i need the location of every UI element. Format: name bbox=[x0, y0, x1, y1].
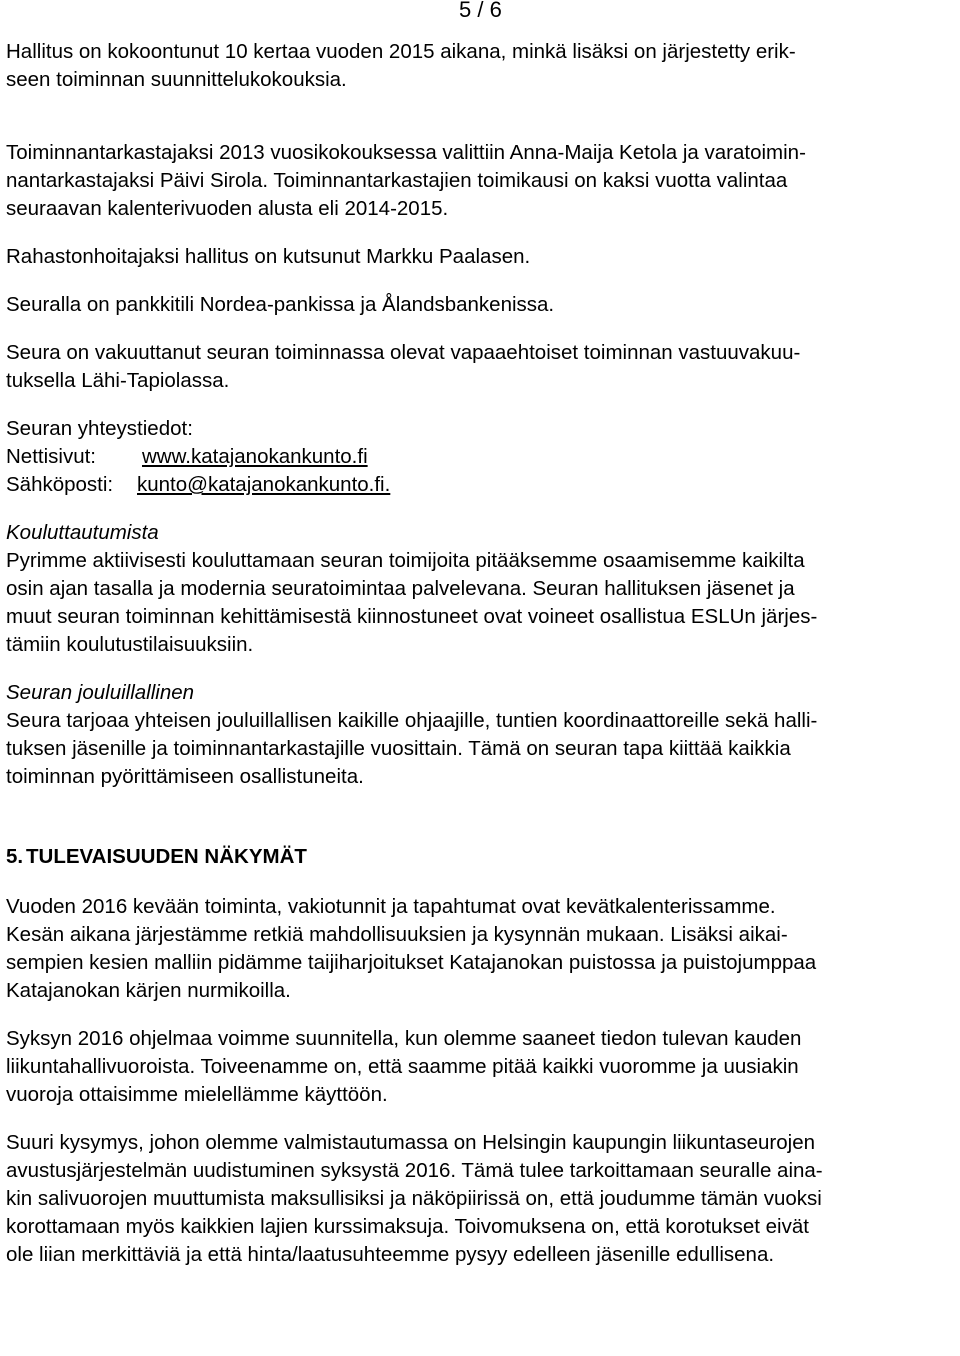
text-line: korottamaan myös kaikkien lajien kurssimaksuja. Toivomuksena on, että korotukset eivät bbox=[6, 1215, 809, 1238]
section-number: 5. bbox=[6, 845, 24, 868]
section-heading: Kouluttautumista bbox=[6, 521, 159, 544]
section-training bbox=[6, 519, 956, 659]
text-line: Hallitus on kokoontunut 10 kertaa vuoden 2015 aikana, minkä lisäksi on järjestetty erik- bbox=[6, 40, 796, 63]
contact-title: Seuran yhteystiedot: bbox=[6, 417, 193, 440]
section-christmas-dinner bbox=[6, 679, 956, 791]
section-title-future bbox=[6, 843, 956, 871]
paragraph-insurance bbox=[6, 339, 956, 395]
text-line: Suuri kysymys, johon olemme valmistautumassa on Helsingin kaupungin liikuntaseurojen bbox=[6, 1131, 816, 1154]
text-line: seen toiminnan suunnittelukokouksia. bbox=[6, 68, 347, 91]
text-line: Rahastonhoitajaksi hallitus on kutsunut Markku Paalasen. bbox=[6, 245, 531, 268]
contact-block bbox=[6, 415, 956, 499]
text-line: kin salivuorojen muuttumista maksullisiksi ja näköpiirissä on, että joudumme tämän vuoksi bbox=[6, 1187, 822, 1210]
paragraph-future-1 bbox=[6, 893, 956, 1005]
paragraph-bank bbox=[6, 291, 956, 319]
website-label: Nettisivut: bbox=[6, 445, 96, 468]
website-link[interactable]: www.katajanokankunto.fi bbox=[142, 445, 368, 468]
text-line: Katajanokan kärjen nurmikoilla. bbox=[6, 979, 291, 1002]
text-line: Seura tarjoaa yhteisen jouluillallisen kaikille ohjaajille, tuntien koordinaattoreille sekä halli- bbox=[6, 709, 818, 732]
contact-email-row bbox=[6, 471, 956, 499]
paragraph-future-2 bbox=[6, 1025, 956, 1109]
text-line: Vuoden 2016 kevään toiminta, vakiotunnit ja tapahtumat ovat kevätkalenterissamme. bbox=[6, 895, 776, 918]
text-line: seuraavan kalenterivuoden alusta eli 2014-2015. bbox=[6, 197, 449, 220]
email-link[interactable]: kunto@katajanokankunto.fi. bbox=[137, 473, 391, 496]
text-line: tuksella Lähi-Tapiolassa. bbox=[6, 369, 230, 392]
text-line: Pyrimme aktiivisesti kouluttamaan seuran toimijoita pitääksemme osaamisemme kaikilta bbox=[6, 549, 805, 572]
document-body bbox=[6, 38, 956, 1269]
text-line: Syksyn 2016 ohjelmaa voimme suunnitella, kun olemme saaneet tiedon tulevan kauden bbox=[6, 1027, 802, 1050]
text-line: Toiminnantarkastajaksi 2013 vuosikokouksessa valittiin Anna-Maija Ketola ja varatoimin- bbox=[6, 141, 806, 164]
text-line: vuoroja ottaisimme mielellämme käyttöön. bbox=[6, 1083, 388, 1106]
text-line: tämiin koulutustilaisuuksiin. bbox=[6, 633, 254, 656]
text-line: tuksen jäsenille ja toiminnantarkastajille vuosittain. Tämä on seuran tapa kiittää kaikkia bbox=[6, 737, 791, 760]
paragraph-treasurer bbox=[6, 243, 956, 271]
text-line: Kesän aikana järjestämme retkiä mahdollisuuksien ja kysynnän mukaan. Lisäksi aikai- bbox=[6, 923, 788, 946]
text-line: Seuralla on pankkitili Nordea-pankissa ja Ålandsbankenissa. bbox=[6, 293, 555, 316]
text-line: Seura on vakuuttanut seuran toiminnassa olevat vapaaehtoiset toiminnan vastuuvakuu- bbox=[6, 341, 801, 364]
contact-website-row bbox=[6, 443, 956, 471]
text-line: toiminnan pyörittämiseen osallistuneita. bbox=[6, 765, 364, 788]
text-line: nantarkastajaksi Päivi Sirola. Toiminnantarkastajien toimikausi on kaksi vuotta valintaa bbox=[6, 169, 788, 192]
paragraph-future-3 bbox=[6, 1129, 956, 1269]
text-line: muut seuran toiminnan kehittämisestä kiinnostuneet ovat voineet osallistua ESLUn järjes- bbox=[6, 605, 818, 628]
page-number: 5 / 6 bbox=[459, 0, 502, 22]
email-label: Sähköposti: bbox=[6, 473, 114, 496]
text-line: osin ajan tasalla ja modernia seuratoimintaa palvelevana. Seuran hallituksen jäsenet ja bbox=[6, 577, 795, 600]
section-title-text: TULEVAISUUDEN NÄKYMÄT bbox=[26, 845, 307, 868]
paragraph-auditors bbox=[6, 139, 956, 223]
text-line: liikuntahallivuoroista. Toiveenamme on, että saamme pitää kaikki vuoromme ja uusiakin bbox=[6, 1055, 799, 1078]
text-line: ole liian merkittäviä ja että hinta/laatusuhteemme pysyy edelleen jäsenille edullisena. bbox=[6, 1243, 775, 1266]
text-line: sempien kesien malliin pidämme taijiharjoitukset Katajanokan puistossa ja puistojumppaa bbox=[6, 951, 817, 974]
paragraph-board-meetings bbox=[6, 38, 956, 94]
section-heading: Seuran jouluillallinen bbox=[6, 681, 195, 704]
text-line: avustusjärjestelmän uudistuminen syksystä 2016. Tämä tulee tarkoittamaan seuralle aina- bbox=[6, 1159, 823, 1182]
